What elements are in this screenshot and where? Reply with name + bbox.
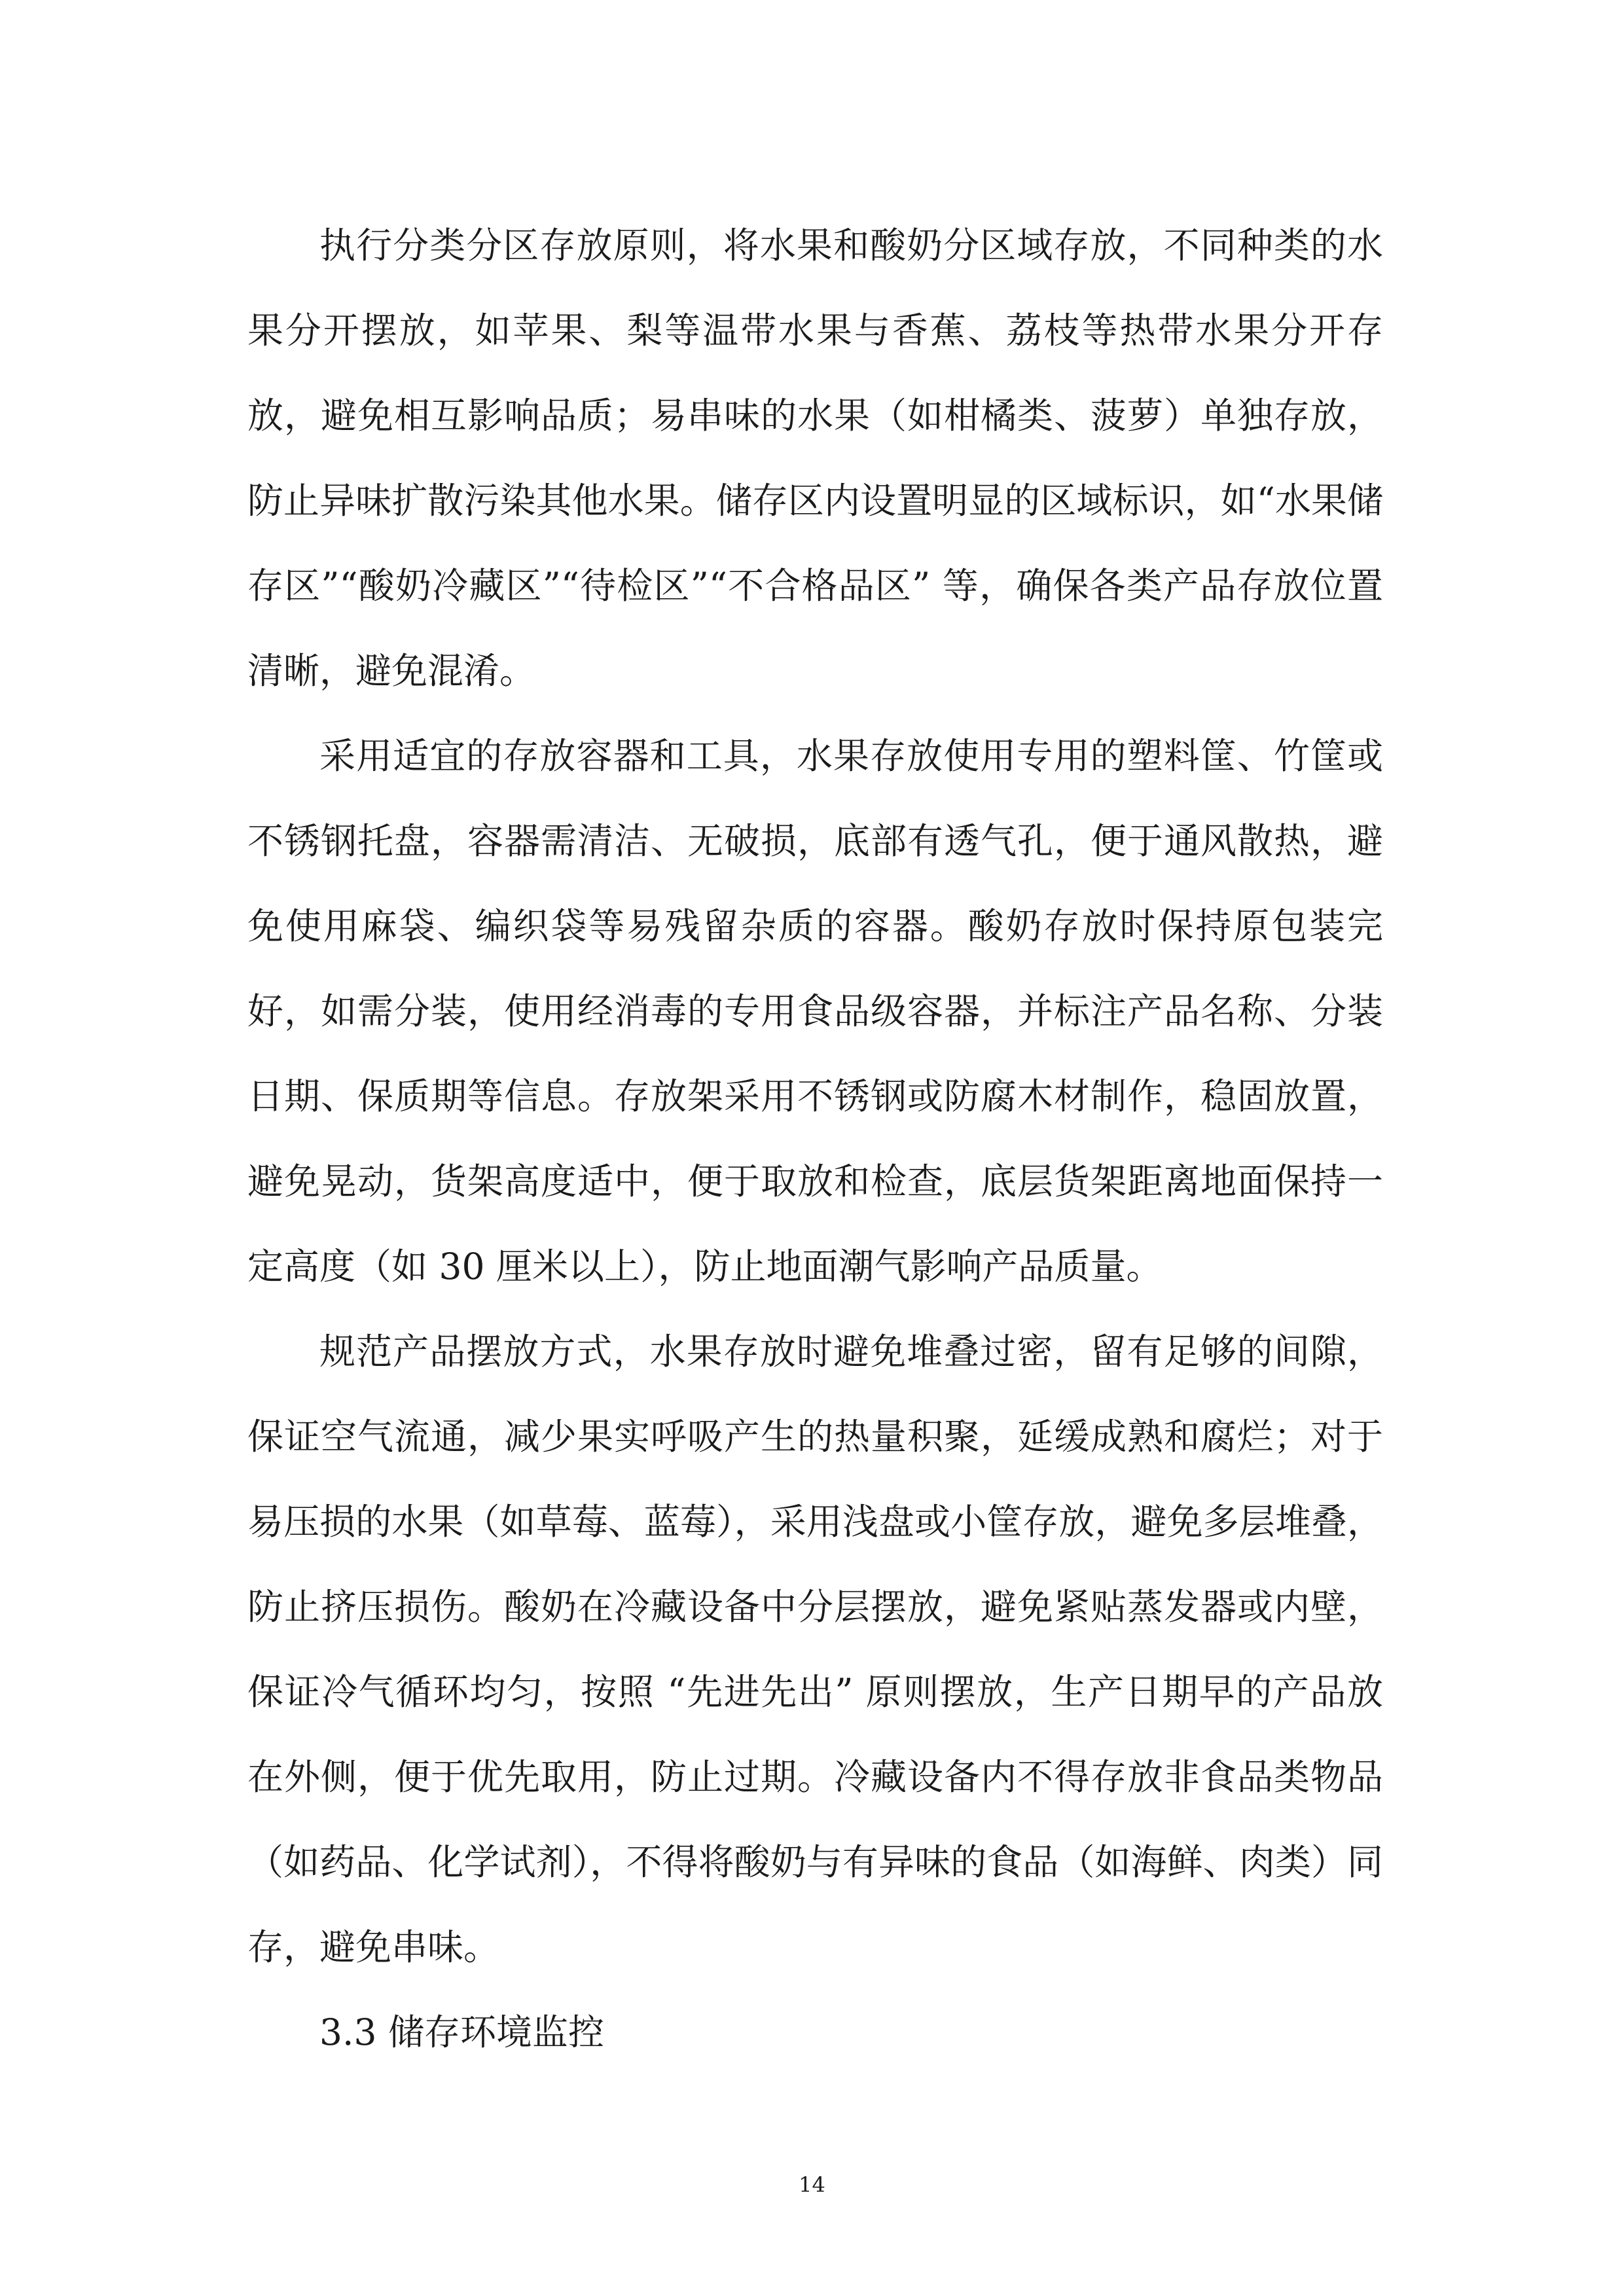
- document-body: [247, 203, 1383, 2075]
- section-heading: 3.3 储存环境监控: [319, 2011, 604, 2053]
- paragraph-placement-methods: 规范产品摆放方式，水果存放时避免堆叠过密，留有足够的间隙，保证空气流通，减少果实呼吸产生的热量积聚，延缓成熟和腐烂；对于易压损的水果（如草莓、蓝莓），采用浅盘或小筐存放，避免多层堆叠，防止挤压损伤。酸奶在冷藏设备中分层摆放，避免紧贴蒸发器或内壁，保证冷气循环均匀，按照 “先进先出” 原则摆放，生产日期早的产品放在外侧，便于优先取用，防止过期。冷藏设备内不得存放非食品类物品（如药品、化学试剂），不得将酸奶与有异味的食品（如海鲜、肉类）同存，避免串味。: [247, 1331, 1383, 1968]
- page-number: 14: [799, 2172, 825, 2197]
- paragraph-storage-containers: 采用适宜的存放容器和工具，水果存放使用专用的塑料筐、竹筐或不锈钢托盘，容器需清洁、无破损，底部有透气孔，便于通风散热，避免使用麻袋、编织袋等易残留杂质的容器。酸奶存放时保持原包装完好，如需分装，使用经消毒的专用食品级容器，并标注产品名称、分装日期、保质期等信息。存放架采用不锈钢或防腐木材制作，稳固放置，避免晃动，货架高度适中，便于取放和检查，底层货架距离地面保持一定高度（如 30 厘米以上），防止地面潮气影响产品质量。: [247, 735, 1383, 1287]
- paragraph-storage-zoning: 执行分类分区存放原则，将水果和酸奶分区域存放，不同种类的水果分开摆放，如苹果、梨等温带水果与香蕉、荔枝等热带水果分开存放，避免相互影响品质；易串味的水果（如柑橘类、菠萝）单独存放，防止异味扩散污染其他水果。储存区内设置明显的区域标识，如“水果储存区”“酸奶冷藏区”“待检区”“不合格品区” 等，确保各类产品存放位置清晰，避免混淆。: [247, 224, 1383, 692]
